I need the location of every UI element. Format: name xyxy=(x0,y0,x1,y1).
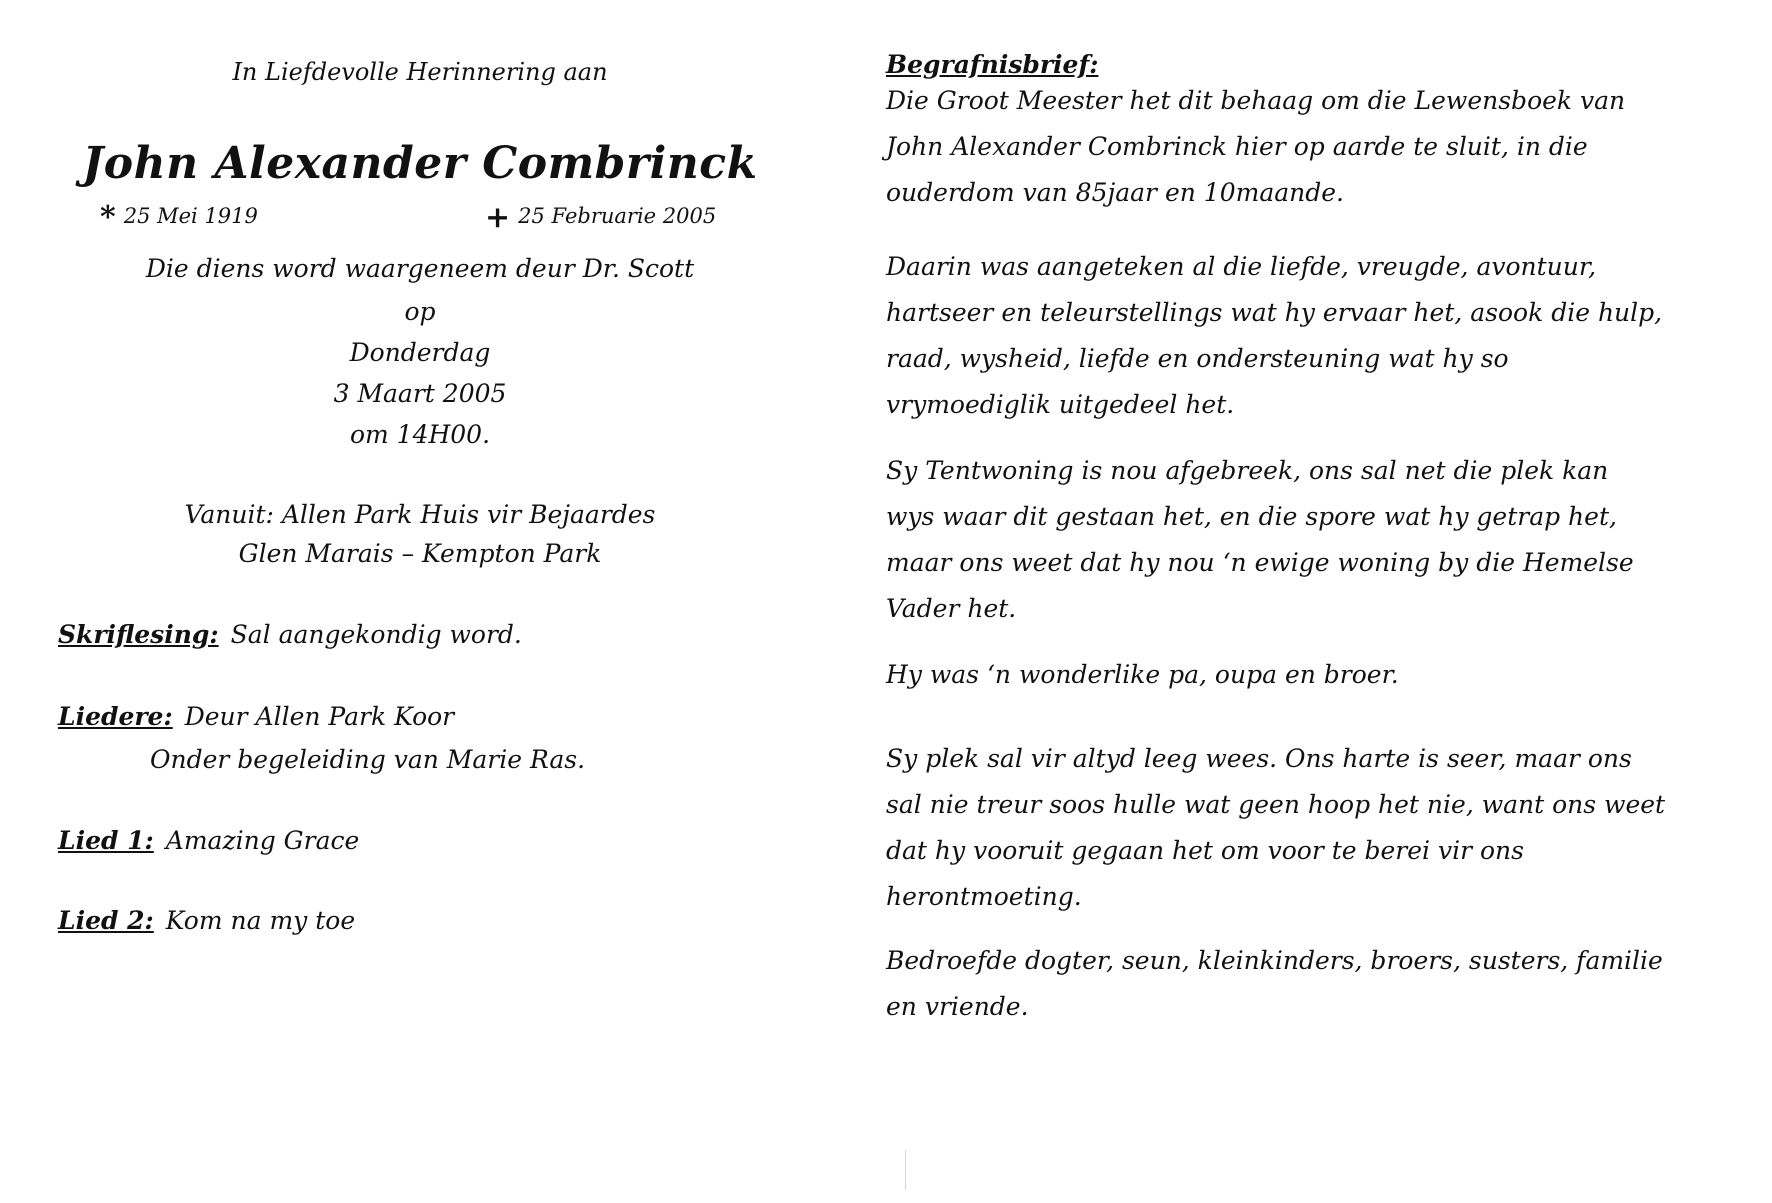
funeral-letter-title: Begrafnisbrief: xyxy=(886,50,1099,79)
letter-line: Die Groot Meester het dit behaag om die Lewensboek van xyxy=(886,86,1626,115)
letter-line: John Alexander Combrinck hier op aarde te sluit, in die xyxy=(886,132,1588,161)
skriflesing-row xyxy=(58,620,522,649)
letter-line: en vriende. xyxy=(886,992,1029,1021)
life-dates xyxy=(100,200,740,240)
deceased-name: John Alexander Combrinck xyxy=(82,138,758,189)
letter-line: Sy Tentwoning is nou afgebreek, ons sal net die plek kan xyxy=(886,456,1609,485)
letter-line: raad, wysheid, liefde en ondersteuning wat hy so xyxy=(886,344,1509,373)
service-location: Glen Marais – Kempton Park xyxy=(238,539,602,568)
lied1-value: Amazing Grace xyxy=(165,826,360,855)
letter-paragraph-5 xyxy=(886,736,1666,920)
liedere-value: Deur Allen Park Koor xyxy=(184,702,455,731)
letter-line: ouderdom van 85jaar en 10maande. xyxy=(886,178,1344,207)
lied2-value: Kom na my toe xyxy=(165,906,356,935)
letter-line: dat hy vooruit gegaan het om voor te berei vir ons xyxy=(886,836,1524,865)
lied1-row xyxy=(58,826,359,855)
birth-date: 25 Mei 1919 xyxy=(123,204,258,228)
letter-paragraph-6 xyxy=(886,938,1663,1030)
letter-line: sal nie treur soos hulle wat geen hoop het nie, want ons weet xyxy=(886,790,1666,819)
liedere-row xyxy=(58,702,454,731)
liedere-accompaniment: Onder begeleiding van Marie Ras. xyxy=(150,745,586,774)
cross-icon: + xyxy=(485,200,511,235)
letter-line: Hy was ‘n wonderlike pa, oupa en broer. xyxy=(886,660,1399,689)
letter-line: wys waar dit gestaan het, en die spore wat hy getrap het, xyxy=(886,502,1617,531)
letter-line: Vader het. xyxy=(886,594,1017,623)
right-page xyxy=(886,0,1772,1203)
letter-paragraph-2 xyxy=(886,244,1663,428)
letter-line: maar ons weet dat hy nou ‘n ewige woning by die Hemelse xyxy=(886,548,1634,577)
lied2-row xyxy=(58,906,355,935)
skriflesing-value: Sal aangekondig word. xyxy=(230,620,522,649)
skriflesing-label: Skriflesing: xyxy=(58,620,219,649)
letter-line: herontmoeting. xyxy=(886,882,1082,911)
death-date: 25 Februarie 2005 xyxy=(518,204,717,228)
letter-paragraph-3 xyxy=(886,448,1634,632)
death-date-group xyxy=(485,200,716,235)
letter-paragraph-1 xyxy=(886,78,1626,216)
service-venue: Vanuit: Allen Park Huis vir Bejaardes xyxy=(184,500,656,529)
letter-paragraph-4 xyxy=(886,652,1606,698)
service-day: Donderdag xyxy=(349,338,491,367)
birth-date-group xyxy=(100,200,258,235)
letter-line: Daarin was aangeteken al die liefde, vreugde, avontuur, xyxy=(886,252,1597,281)
service-officiant: Die diens word waargeneem deur Dr. Scott xyxy=(145,254,695,283)
service-on: op xyxy=(404,297,436,326)
lied1-label: Lied 1: xyxy=(58,826,154,855)
liedere-label: Liedere: xyxy=(58,702,173,731)
memorial-heading: In Liefdevolle Herinnering aan xyxy=(232,58,608,86)
letter-line: Bedroefde dogter, seun, kleinkinders, broers, susters, familie xyxy=(886,946,1663,975)
letter-line: vrymoediglik uitgedeel het. xyxy=(886,390,1235,419)
lied2-label: Lied 2: xyxy=(58,906,154,935)
letter-line: hartseer en teleurstellings wat hy ervaar het, asook die hulp, xyxy=(886,298,1663,327)
star-icon: * xyxy=(100,200,116,235)
letter-line: Sy plek sal vir altyd leeg wees. Ons harte is seer, maar ons xyxy=(886,744,1632,773)
service-time: om 14H00. xyxy=(349,420,491,449)
service-date: 3 Maart 2005 xyxy=(333,379,507,408)
